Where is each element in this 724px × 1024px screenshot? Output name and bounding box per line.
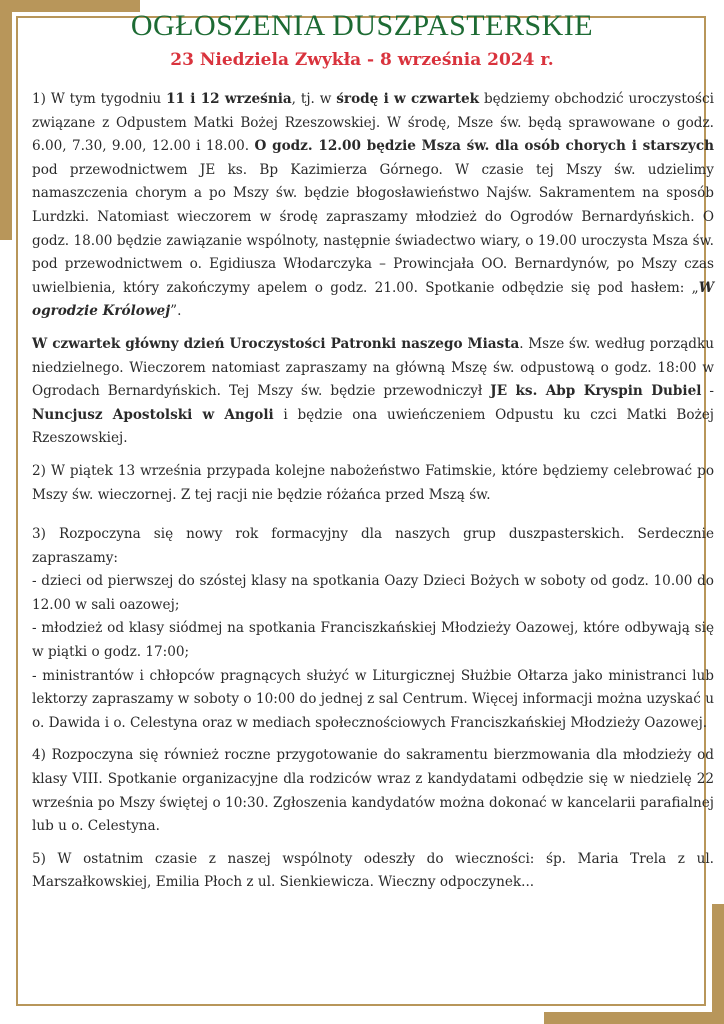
paragraph-text: pod przewodnictwem JE ks. Bp Kazimierza Górnego. W czasie tej Mszy św. udzielimy namaszczenia chorym a po Mszy św. będzie błogosławieństwo Najśw. Sakramentem na sposób Lurdzki. Natomiast wieczorem w środę zapraszamy młodzież do Ogrodów Bernardyńskich. O godz. 18.00 będzie zawiązanie wspólnoty, następnie świadectwo wiary, o 19.00 uroczysta Msza św. pod przewodnictwem o. Egidiusza Włodarczyka – Prowincjała OO. Bernardynów, po Mszy czas uwielbienia, który zakończymy apelem o godz. 21.00. Spotkanie odbędzie się pod hasłem: „ bbox=[32, 161, 714, 296]
paragraph-text: 4) Rozpoczyna się również roczne przygotowanie do sakramentu bierzmowania dla młodzieży od klasy VIII. Spotkanie organizacyjne dla rodziców wraz z kandydatami odbędzie się w niedzielę 22 września po Mszy świętej o 10:30. Zgłoszenia kandydatów można dokonać w kancelarii parafialnej lub u o. Celestyna. bbox=[32, 747, 714, 835]
corner-decoration-bottom-right-vertical bbox=[712, 904, 724, 1024]
announcements-body bbox=[32, 88, 714, 904]
paragraph-text: - ministrantów i chłopców pragnących służyć w Liturgicznej Służbie Ołtarza jako ministranci lub lektorzy zapraszamy w soboty o 10:00 do jednej z sal Centrum. Więcej informacji można uzyskać u o. Dawida i o. Celestyna oraz w mediach społecznościowych Franciszkańskiej Młodzieży Oazowej. bbox=[32, 667, 714, 731]
corner-decoration-bottom-right bbox=[544, 1012, 724, 1024]
paragraph-text: 3) Rozpoczyna się nowy rok formacyjny dla naszych grup duszpasterskich. Serdecznie zapraszamy: bbox=[32, 526, 714, 566]
page-title: OGŁOSZENIA DUSZPASTERSKIE bbox=[130, 9, 594, 42]
announcement-paragraph bbox=[32, 523, 714, 735]
paragraph-text: 5) W ostatnim czasie z naszej wspólnoty odeszły do wieczności: śp. Maria Trela z ul. Marszałkowskiej, Emilia Płoch z ul. Sienkiewicza. Wieczny odpoczynek... bbox=[32, 850, 714, 891]
paragraph-text: - młodzież od klasy siódmej na spotkania Franciszkańskiej Młodzieży Oazowej, które odbywają się w piątki o godz. 17:00; bbox=[32, 620, 714, 661]
paragraph-text: ”. bbox=[170, 303, 182, 320]
paragraph-text: i będzie ona uwieńczeniem Odpustu ku czci Matki Bożej Rzeszowskiej. bbox=[32, 406, 714, 447]
paragraph-text: będziemy obchodzić uroczystości związane z Odpustem Matki Bożej Rzeszowskiej. W środę, Msze św. będą sprawowane o godz. 6.00, 7.30, 9.00, 12.00 i 18.00. bbox=[32, 91, 714, 155]
paragraph-text: - bbox=[701, 383, 714, 400]
paragraph-text: 2) W piątek 13 września przypada kolejne nabożeństwo Fatimskie, które będziemy celebrować po Mszy św. wieczornej. Z tej racji nie będzie różańca przed Mszą św. bbox=[32, 462, 714, 503]
emphasized-text: W czwartek główny dzień Uroczystości Patronki naszego Miasta bbox=[32, 335, 520, 352]
paragraph-text: - dzieci od pierwszej do szóstej klasy na spotkania Oazy Dzieci Bożych w soboty od godz. 10.00 do 12.00 w sali oazowej; bbox=[32, 573, 714, 613]
paragraph-text: 1) W tym tygodniu bbox=[32, 91, 167, 107]
emphasized-text: Nuncjusz Apostolski w Angoli bbox=[32, 406, 274, 423]
emphasized-text: 11 i 12 września bbox=[166, 91, 292, 107]
emphasized-text: środę i w czwartek bbox=[336, 91, 480, 107]
announcement-paragraph bbox=[32, 744, 714, 838]
announcement-paragraph bbox=[32, 333, 714, 451]
emphasized-text: O godz. 12.00 będzie Msza św. dla osób chorych i starszych bbox=[254, 138, 714, 155]
paragraph-text: , tj. w bbox=[291, 91, 337, 107]
page-subtitle: 23 Niedziela Zwykła - 8 września 2024 r. bbox=[170, 50, 554, 70]
announcement-paragraph bbox=[32, 848, 714, 895]
announcement-paragraph bbox=[32, 88, 714, 324]
emphasized-text: W ogrodzie Królowej bbox=[32, 279, 714, 320]
emphasized-text: JE ks. Abp Kryspin Dubiel bbox=[490, 383, 702, 400]
paragraph-text: . Msze św. według porządku niedzielnego. Wieczorem natomiast zapraszamy na główną Mszę św. odpustową o godz. 18:00 w Ogrodach Bernardyńskich. Tej Mszy św. będzie przewodniczył bbox=[32, 335, 715, 400]
announcement-paragraph bbox=[32, 460, 714, 507]
